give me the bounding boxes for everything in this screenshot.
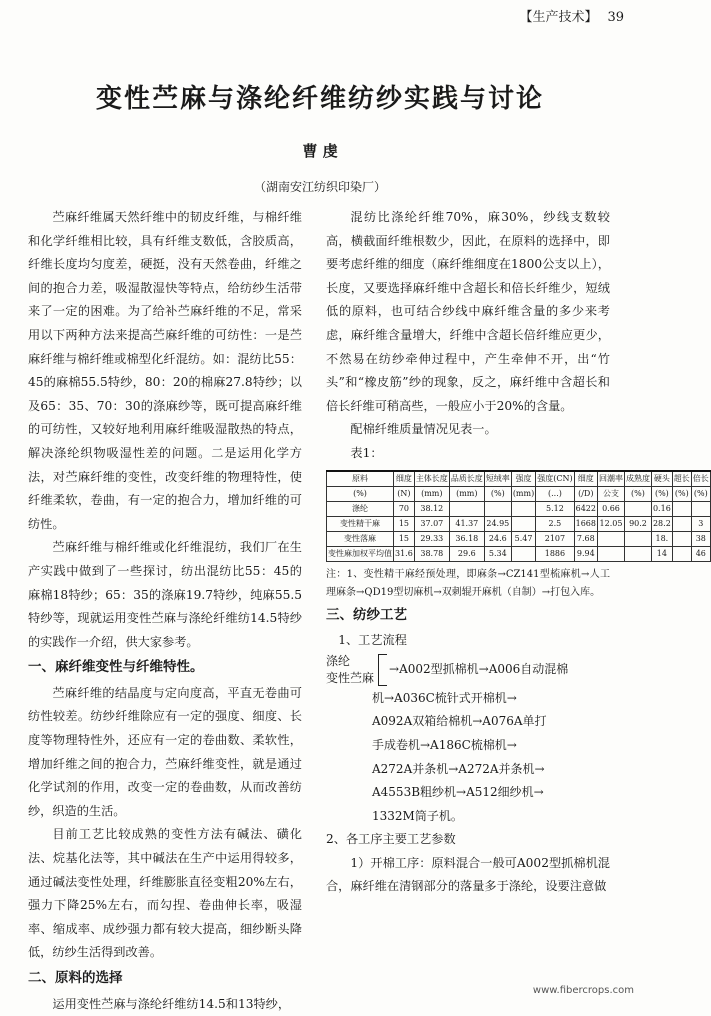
table-cell: 41.37 [449, 516, 484, 531]
table-cell: 29.6 [449, 546, 484, 561]
table-cell: 46 [691, 546, 710, 561]
table-cell [672, 516, 691, 531]
table-header-cell: 倍长 [691, 471, 710, 487]
table-cell [484, 501, 511, 516]
paragraph: 目前工艺比较成熟的变性方法有碱法、磺化法、烷基化法等，其中碱法在生产中运用得较多，通过碱法变性处理，纤维膨胀直径变粗20%左右，强力下降25%左右，而勾捏、卷曲伸长率，吸湿率、缩成率、成纱强力都有较大提高，细纱断头降低，纺纱生活得到改善。 [28, 827, 302, 960]
table-header-cell: 细度 [574, 471, 597, 487]
process-flow [326, 653, 610, 829]
table-cell: 37.07 [414, 516, 449, 531]
table-unit-cell: 公支 [597, 486, 624, 501]
table-unit-cell: (%) [691, 486, 710, 501]
table-header-cell: 强度 [511, 471, 535, 487]
table-cell: 3 [691, 516, 710, 531]
table-cell [672, 531, 691, 546]
brace-icon [378, 654, 387, 686]
table-row [327, 546, 711, 561]
affiliation: （湖南安江纺织印染厂） [253, 180, 386, 194]
table-cell: 15 [394, 531, 415, 546]
paragraph: 配棉纤维质量情况见表一。 [350, 422, 497, 437]
table-cell: 2107 [536, 531, 574, 546]
flow-step: A272A并条机→A272A并条机→ [372, 761, 545, 776]
table-cell: 5.34 [484, 546, 511, 561]
table-unit-cell: (%) [624, 486, 651, 501]
running-header [519, 6, 624, 25]
table-cell: 14 [651, 546, 672, 561]
table-cell: 38.12 [414, 501, 449, 516]
table-cell [511, 516, 535, 531]
table-unit-cell: (/D) [574, 486, 597, 501]
flow-step: 机→A036C梳针式开棉机→ [372, 690, 517, 705]
table-header-row [327, 471, 711, 487]
table-row [327, 501, 711, 516]
paragraph: 苎麻纤维属天然纤维中的韧皮纤维，与棉纤维和化学纤维相比较，具有纤维支数低，含胶质高，纤维长度均匀度差，硬挺，没有天然卷曲，纤维之间的抱合力差，吸湿散湿快等特点，给纺纱生活带来了一定的困难。为了给补苎麻纤维的不足，常采用以下两种方法来提高苎麻纤维的可纺性：一是苎麻纤维与棉纤维或棉型化纤混纺。如：混纺比55：45的麻棉55.5特纱，80：20的棉麻27.8特纱；以及65：35、70：30的涤麻纱等，既可提高麻纤维的可纺性，又较好地利用麻纤维吸湿散热的特点，解决涤纶织物吸湿性差的问题。二是运用化学方法，对苎麻纤维的变性，改变纤维的物理特性，使纤维柔软，卷曲，有一定的抱合力，增加纤维的可纺性。 [28, 210, 302, 531]
table-unit-cell: (N) [394, 486, 415, 501]
table-cell: 18. [651, 531, 672, 546]
article-title: 变性苎麻与涤纶纤维纺纱实践与讨论 [95, 84, 544, 114]
table-cell: 7.68 [574, 531, 597, 546]
table-header-cell: 硬头 [651, 471, 672, 487]
table-cell [624, 531, 651, 546]
section-heading: 一、麻纤维变性与纤维特性。 [28, 659, 204, 676]
table-unit-cell: (%) [327, 486, 394, 501]
table-unit-cell: (...) [536, 486, 574, 501]
table-cell [597, 546, 624, 561]
table-cell: 38.78 [414, 546, 449, 561]
table-unit-cell: (%) [484, 486, 511, 501]
table-row [327, 531, 711, 546]
table-cell [672, 501, 691, 516]
table-cell [624, 546, 651, 561]
section-label: 【生产技术】 [519, 10, 598, 25]
table-cell [449, 501, 484, 516]
paragraph: 苎麻纤维的结晶度与定向度高，平直无卷曲可纺性较差。纺纱纤维除应有一定的强度、细度、长度等物理特性外，还应有一定的卷曲数、柔软性，增加纤维之间的抱合力，苎麻纤维变性，就是通过化学试剂的作用，改变一定的卷曲数，从而改善纺纱，织造的生活。 [28, 685, 302, 818]
table-cell: 0.16 [651, 501, 672, 516]
section-heading: 二、原料的选择 [28, 970, 123, 986]
watermark: www.fibercrops.com [532, 985, 634, 996]
flow-inputs [326, 653, 374, 687]
right-column [326, 206, 709, 899]
table-cell: 38 [691, 531, 710, 546]
table-header-cell: 回潮率 [597, 471, 624, 487]
table-header-cell: 主体长度 [414, 471, 449, 487]
table-header-cell: 细度 [394, 471, 415, 487]
table-cell: 90.2 [624, 516, 651, 531]
table-cell: 变性精干麻 [327, 516, 394, 531]
section-heading: 三、纺纱工艺 [326, 606, 407, 623]
paragraph: 1）开棉工序：原料混合一般可A002型抓棉机混合，麻纤维在清钢部分的落量多于涤纶，设要注意做 [326, 855, 610, 894]
table-header-cell: 原料 [327, 471, 394, 487]
table-cell [511, 501, 535, 516]
table-cell: 24.95 [484, 516, 511, 531]
table-caption: 表1： [350, 445, 383, 460]
table-header-cell: 强度(CN) [536, 471, 574, 487]
flow-step: 手成卷机→A186C梳棉机→ [372, 737, 517, 752]
table-unit-cell: (%) [672, 486, 691, 501]
table-header-cell: 超长 [672, 471, 691, 487]
table-cell [672, 546, 691, 561]
page-number: 39 [607, 10, 624, 25]
table-row [327, 516, 711, 531]
table-cell: 1886 [536, 546, 574, 561]
table-cell: 31.6 [394, 546, 415, 561]
subheading: 1、工艺流程 [338, 633, 407, 648]
table-cell: 5.47 [511, 531, 535, 546]
table-cell: 15 [394, 516, 415, 531]
author: 曹 虔 [302, 142, 338, 160]
flow-input: 变性苎麻 [326, 670, 375, 685]
table-cell: 70 [394, 501, 415, 516]
table-unit-cell: (mm) [414, 486, 449, 501]
flow-step: →A002型抓棉机→A006自动混棉 [389, 661, 569, 676]
table-cell: 36.18 [449, 531, 484, 546]
table-cell: 5.12 [536, 501, 574, 516]
flow-start [326, 653, 610, 687]
paragraph: 苎麻纤维与棉纤维或化纤维混纺，我们厂在生产实践中做到了一些探讨，纺出混纺比55：45的麻棉18特纱；65：35的涤麻19.7特纱，纯麻55.5特纱等，现就运用变性苎麻与涤纶纤维纺14.5特纱的实践作一介绍，供大家参考。 [28, 540, 302, 649]
table-header-cell: 品质长度 [449, 471, 484, 487]
table-cell [624, 501, 651, 516]
table-note: 注：1、变性精干麻经预处理，即麻条→CZ141型梳麻机→人工理麻条→QD19型切麻机→双刺辊开麻机（自制）→打包入库。 [326, 568, 610, 598]
table-cell: 28.2 [651, 516, 672, 531]
table-header-cell: 成熟度 [624, 471, 651, 487]
table-cell [691, 501, 710, 516]
table-cell: 2.5 [536, 516, 574, 531]
table-cell: 12.05 [597, 516, 624, 531]
subheading: 2、各工序主要工艺参数 [326, 832, 456, 847]
flow-input: 涤纶 [326, 653, 351, 668]
table-cell: 0.66 [597, 501, 624, 516]
table-cell: 9.94 [574, 546, 597, 561]
table-cell: 变性麻加权平均值 [327, 546, 394, 561]
table-cell [597, 531, 624, 546]
table-units-row [327, 486, 711, 501]
table-unit-cell: (mm) [511, 486, 535, 501]
table-cell: 涤纶 [327, 501, 394, 516]
table-cell: 变性落麻 [327, 531, 394, 546]
table-cell: 29.33 [414, 531, 449, 546]
table-header-cell: 短绒率 [484, 471, 511, 487]
table-cell [511, 546, 535, 561]
table-cell: 1668 [574, 516, 597, 531]
flow-step: 1332M筒子机。 [372, 808, 463, 823]
fiber-quality-table [326, 470, 711, 562]
left-column [28, 206, 302, 1016]
flow-step: A4553B粗纱机→A512细纱机→ [372, 785, 544, 800]
paragraph: 混纺比涤纶纤维70%，麻30%，纱线支数较高，横截面纤维根数少，因此，在原料的选择中，即要考虑纤维的细度（麻纤维细度在1800公支以上），长度，又要选择麻纤维中含超长和倍长纤维少，短绒低的原料，也可结合纱线中麻纤维含量的多少来考虑，麻纤维含量增大，纤维中含超长倍纤维应更少，不然易在纺纱牵伸过程中，产生牵伸不开，出“竹头”和“橡皮筋”纱的现象，反之，麻纤维中含超长和倍长纤维可稍高些，一般应小于20%的含量。 [326, 210, 610, 413]
flow-step: A092A双箱给棉机→A076A单打 [372, 714, 547, 729]
table-cell: 6422 [574, 501, 597, 516]
table-cell: 24.6 [484, 531, 511, 546]
table-unit-cell: (mm) [449, 486, 484, 501]
paragraph: 运用变性苎麻与涤纶纤维纺14.5和13特纱， [52, 996, 291, 1011]
table-unit-cell: (%) [651, 486, 672, 501]
